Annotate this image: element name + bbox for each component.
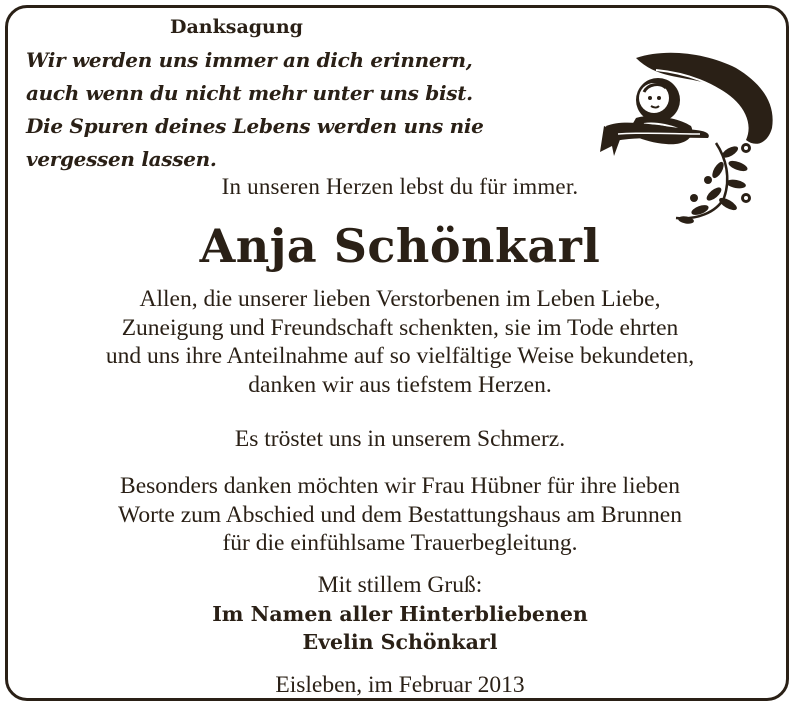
paragraph-line: für die einfühlsame Trauerbegleitung. — [222, 530, 578, 556]
paragraph-line: Es tröstet uns in unserem Schmerz. — [234, 426, 566, 452]
poem-line: Die Spuren deines Lebens werden uns nie — [26, 114, 484, 138]
deceased-name: Anja Schönkarl — [199, 219, 601, 273]
paragraph-line: Worte zum Abschied und dem Bestattungshaus am Brunnen — [118, 501, 682, 528]
paragraph-comfort — [0, 425, 800, 454]
greeting: Mit stillem Gruß: — [317, 572, 483, 598]
poem — [26, 44, 484, 176]
notice-heading: Danksagung — [170, 16, 303, 38]
signature-block — [0, 571, 800, 657]
herzen-line: In unseren Herzen lebst du für immer. — [221, 174, 579, 199]
poem-line: vergessen lassen. — [26, 147, 217, 171]
paragraph-line: Allen, die unserer lieben Verstorbenen im Leben Liebe, — [139, 286, 661, 312]
signatory-name: Evelin Schönkarl — [302, 630, 498, 654]
paragraph-special-thanks — [0, 472, 800, 558]
paragraph-line: und uns ihre Anteilnahme auf so vielfältige Weise bekundeten, — [105, 343, 695, 369]
paragraph-line: danken wir aus tiefstem Herzen. — [248, 371, 552, 398]
place-date: Eisleben, im Februar 2013 — [275, 672, 525, 698]
paragraph-line: Zuneigung und Freundschaft schenkten, sie im Tode ehrten — [121, 314, 679, 341]
poem-line: auch wenn du nicht mehr unter uns bist. — [26, 81, 473, 105]
paragraph-thanks — [0, 285, 800, 399]
poem-line: Wir werden uns immer an dich erinnern, — [26, 48, 473, 72]
signatory-line: Im Namen aller Hinterbliebenen — [212, 601, 588, 626]
paragraph-line: Besonders danken möchten wir Frau Hübner für ihre lieben — [120, 473, 680, 499]
